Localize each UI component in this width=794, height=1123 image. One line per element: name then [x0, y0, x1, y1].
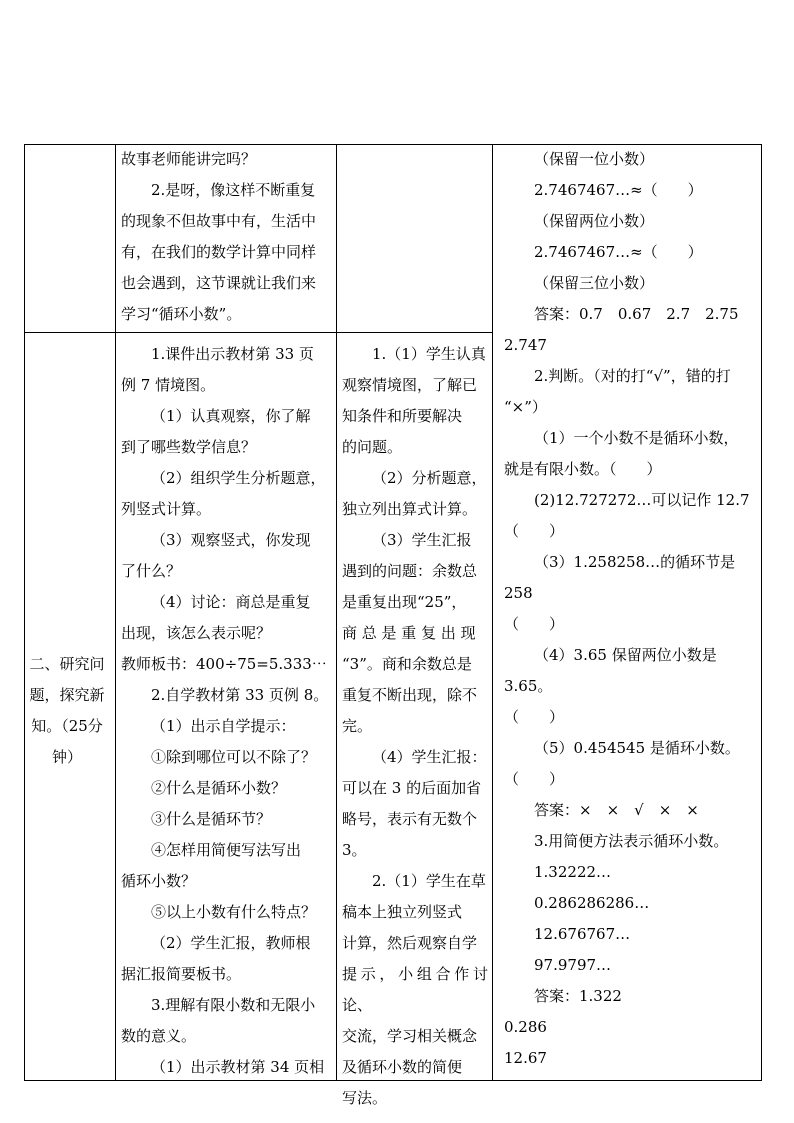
col-border-4 [492, 144, 493, 1081]
text-line: 2.判断。（对的打“√”，错的打 [534, 367, 731, 385]
text-line: 答案：1.322 [534, 987, 622, 1005]
text-line: “3”。商和余数总是 [342, 655, 472, 673]
text-line: 12.67 [504, 1049, 547, 1067]
text-line: “×”） [504, 398, 547, 416]
text-line: 及循环小数的简便 [342, 1058, 463, 1076]
col-border-3 [336, 144, 337, 1081]
text-line: 商 总 是 重 复 出 现 [342, 624, 476, 642]
text-line: 可以在 3 的后面加省 [342, 779, 482, 797]
text-line: （3）观察竖式，你发现 [151, 531, 311, 549]
row-divider [24, 332, 493, 333]
text-line: 1.（1）学生认真 [372, 345, 486, 363]
text-line: 数的意义。 [121, 1027, 197, 1045]
text-line: 就是有限小数。（ ） [504, 460, 662, 478]
text-line: 0.286286286… [534, 894, 650, 912]
text-line: 2.7467467…≈（ ） [534, 181, 703, 199]
text-line: （3）学生汇报 [372, 531, 472, 549]
text-line: 独立列出算式计算。 [342, 500, 478, 518]
text-line: 循环小数？ [121, 872, 197, 890]
text-line: (2)12.727272…可以记作 12.7 [534, 491, 750, 509]
col-border-1 [24, 144, 25, 1081]
text-line: 1.课件出示教材第 33 页 [151, 345, 314, 363]
text-line: 学习“循环小数”。 [121, 305, 242, 323]
text-line: 观察情境图，了解已 [342, 376, 478, 394]
text-line: 列竖式计算。 [121, 500, 212, 518]
text-line: 也会遇到，这节课就让我们来 [121, 274, 317, 292]
text-line: 2.是呀，像这样不断重复 [151, 181, 316, 199]
text-line: 2.自学教材第 33 页例 8。 [151, 686, 329, 704]
text-line: （2）分析题意， [372, 469, 487, 487]
text-line: （保留三位小数） [534, 274, 655, 292]
text-line: ④怎样用简便写法写出 [151, 841, 302, 859]
text-line: 例 7 情境图。 [121, 376, 216, 394]
text-line: 答案：0.7 0.67 2.7 2.75 [534, 305, 739, 323]
text-line: （ ） [504, 615, 565, 633]
text-line: 计算，然后观察自学 [342, 934, 478, 952]
text-line: 略号，表示有无数个 [342, 810, 478, 828]
text-line: 知条件和所要解决 [342, 407, 463, 425]
text-line: 遇到的问题：余数总 [342, 562, 478, 580]
text-line: ⑤以上小数有什么特点？ [151, 903, 317, 921]
text-line: 提示，小组合作讨论、 [342, 965, 488, 1014]
text-line: ②什么是循环小数？ [151, 779, 287, 797]
text-line: （ ） [504, 522, 565, 540]
text-line: 97.9797… [534, 956, 612, 974]
lesson-table [24, 144, 762, 1107]
text-line: 的现象不但故事中有，生活中 [121, 212, 317, 230]
text-line: 到了哪些数学信息？ [121, 438, 257, 456]
text-line: ①除到哪位可以不除了？ [151, 748, 317, 766]
text-line: 交流，学习相关概念 [342, 1027, 478, 1045]
text-line: 重复不断出现，除不 [342, 686, 478, 704]
text-line: 写法。 [342, 1089, 388, 1107]
text-line: 了什么？ [121, 562, 182, 580]
text-line: 出现，该怎么表示呢？ [121, 624, 272, 642]
text-line: （保留两位小数） [534, 212, 655, 230]
text-line: 2.（1）学生在草 [372, 872, 486, 890]
teacher-activity-cell [121, 339, 331, 1083]
text-line: （ ） [504, 708, 565, 726]
text-line: 3。 [342, 841, 367, 859]
text-line: 12.676767… [534, 925, 631, 943]
text-line: 0.286 [504, 1018, 547, 1036]
text-line: 答案：× × √ × × [534, 801, 699, 819]
text-line: 是重复出现“25”， [342, 593, 467, 611]
text-line: 完。 [342, 717, 373, 735]
text-line: （1）出示教材第 34 页相 [151, 1058, 325, 1076]
student-activity-cell [342, 339, 488, 1114]
text-line: 1.32222… [534, 863, 612, 881]
text-line: （1）出示自学提示： [151, 717, 296, 735]
text-line: （3）1.258258…的循环节是 258 [504, 553, 736, 602]
text-line: （保留一位小数） [534, 150, 655, 168]
text-line: 有，在我们的数学计算中同样 [121, 243, 317, 261]
text-line: 稿本上独立列竖式 [342, 903, 463, 921]
text-line: （5）0.454545 是循环小数。 [534, 739, 740, 757]
intro-activity-cell [121, 144, 331, 330]
text-line: （1）一个小数不是循环小数， [534, 429, 739, 447]
text-line: （2）组织学生分析题意， [151, 469, 326, 487]
text-line: （4）3.65 保留两位小数是 3.65。 [504, 646, 717, 695]
text-line: 教师板书：400÷75=5.333⋯ [121, 655, 327, 673]
text-line: 故事老师能讲完吗？ [121, 150, 257, 168]
text-line: （1）认真观察，你了解 [151, 407, 311, 425]
text-line: 3.用简便方法表示循环小数。 [534, 832, 729, 850]
text-line: （4）讨论：商总是重复 [151, 593, 311, 611]
text-line: 的问题。 [342, 438, 403, 456]
col-border-2 [115, 144, 116, 1081]
text-line: 2.7467467…≈（ ） [534, 243, 703, 261]
exercise-cell [504, 144, 762, 1074]
text-line: （ ） [504, 770, 565, 788]
text-line: 据汇报简要板书。 [121, 965, 242, 983]
text-line: （4）学生汇报： [372, 748, 487, 766]
stage-label: 二、研究问题，探究新知。（25分钟） [29, 655, 105, 766]
text-line: 2.747 [504, 336, 547, 354]
text-line: （2）学生汇报，教师根 [151, 934, 311, 952]
text-line: 3.理解有限小数和无限小 [151, 996, 316, 1014]
text-line: ③什么是循环节？ [151, 810, 272, 828]
